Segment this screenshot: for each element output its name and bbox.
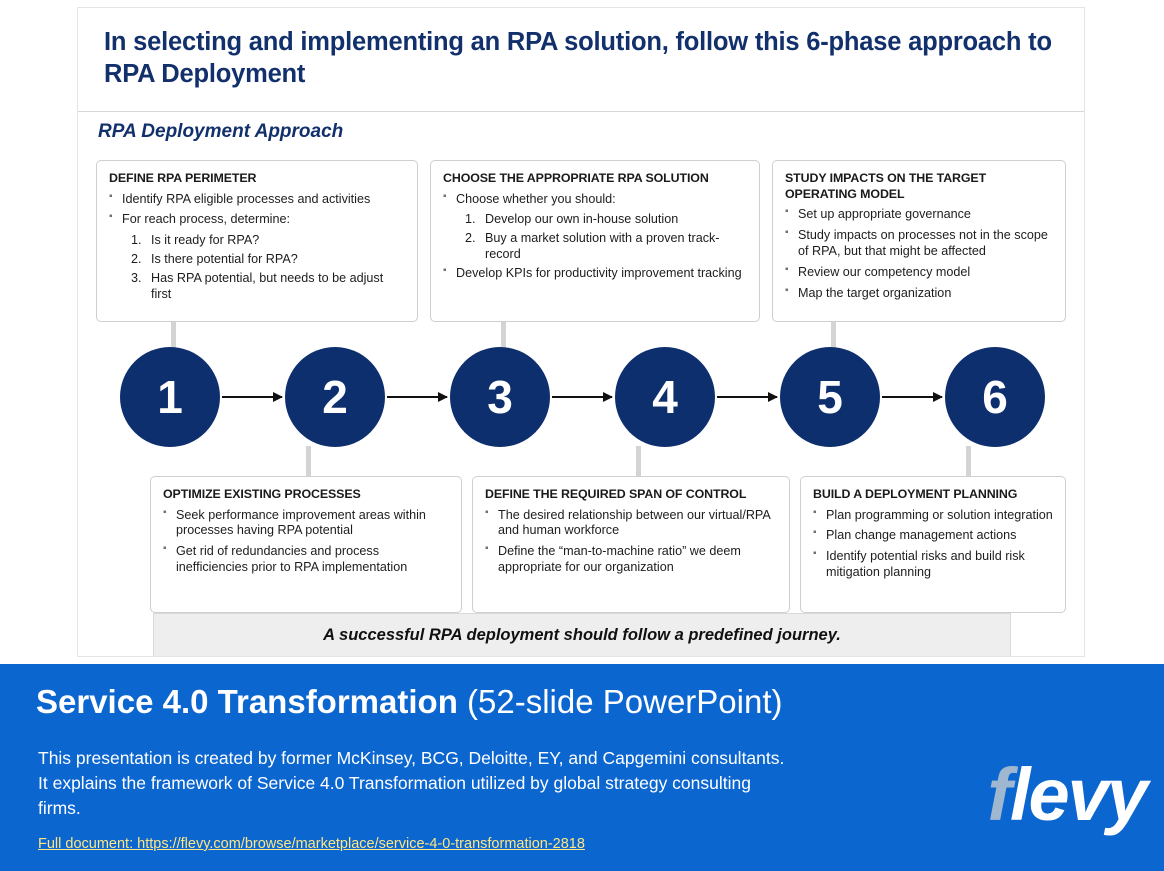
- list-item: ▪ Define the “man-to-machine ratio” we deem appropriate for our organization: [485, 544, 777, 576]
- card-bullet-list: [109, 192, 405, 229]
- card-bullet-list-secondary: [443, 266, 747, 282]
- step-number: 1: [157, 371, 183, 423]
- list-item: ▪ Review our competency model: [785, 265, 1053, 281]
- footer-note-text: A successful RPA deployment should follow a predefined journey.: [323, 626, 841, 644]
- card-define-span-of-control: [472, 476, 790, 613]
- list-item: Is it ready for RPA?: [151, 233, 260, 248]
- arrow-4-5: [717, 396, 777, 398]
- card-title: STUDY IMPACTS ON THE TARGET OPERATING MODEL: [785, 171, 987, 201]
- list-item: Has RPA potential, but needs to be adjust first: [151, 271, 384, 302]
- step-number: 6: [982, 371, 1008, 423]
- promo-document-link[interactable]: Full document: https://flevy.com/browse/marketplace/service-4-0-transformation-2818: [38, 836, 585, 852]
- list-item: ▪ Plan change management actions: [813, 528, 1053, 544]
- list-item: Buy a market solution with a proven track-record: [485, 231, 720, 262]
- card-title: CHOOSE THE APPROPRIATE RPA SOLUTION: [443, 171, 709, 185]
- card-choose-rpa-solution: [430, 160, 760, 322]
- card-title: BUILD A DEPLOYMENT PLANNING: [813, 487, 1018, 501]
- step-circle-5: [780, 347, 880, 447]
- list-item: ▪ Seek performance improvement areas within processes having RPA potential: [163, 508, 449, 540]
- arrow-2-3: [387, 396, 447, 398]
- list-item: ▪ Develop KPIs for productivity improvement tracking: [443, 266, 747, 282]
- card-bullet-list: [785, 207, 1053, 302]
- card-define-rpa-perimeter: [96, 160, 418, 322]
- flevy-logo-rest: levy: [1009, 753, 1146, 836]
- list-item: ▪ Map the target organization: [785, 286, 1053, 302]
- card-numbered-list: [443, 212, 747, 263]
- list-item: ▪ Get rid of redundancies and process inefficiencies prior to RPA implementation: [163, 544, 449, 576]
- arrow-5-6: [882, 396, 942, 398]
- card-bullet-list: [485, 508, 777, 577]
- step-circle-6: [945, 347, 1045, 447]
- card-title: OPTIMIZE EXISTING PROCESSES: [163, 487, 361, 501]
- promo-title: [36, 684, 783, 720]
- card-bullet-list: [163, 508, 449, 577]
- promo-title-light: (52-slide PowerPoint): [467, 683, 783, 720]
- step-number: 5: [817, 371, 843, 423]
- step-circle-4: [615, 347, 715, 447]
- card-optimize-existing-processes: [150, 476, 462, 613]
- list-item: ▪ Study impacts on processes not in the scope of RPA, but that might be affected: [785, 228, 1053, 260]
- step-circle-3: [450, 347, 550, 447]
- step-number: 3: [487, 371, 513, 423]
- card-numbered-list: [109, 233, 405, 303]
- slide-footer-note: [153, 613, 1011, 656]
- card-bullet-list: [443, 192, 747, 208]
- promo-banner: [0, 664, 1164, 871]
- step-circle-2: [285, 347, 385, 447]
- slide-canvas: [78, 8, 1084, 656]
- step-circle-1: [120, 347, 220, 447]
- list-item: Is there potential for RPA?: [151, 252, 298, 267]
- arrow-3-4: [552, 396, 612, 398]
- flevy-logo-f: f: [987, 753, 1010, 836]
- section-heading: RPA Deployment Approach: [98, 121, 344, 142]
- card-build-deployment-planning: [800, 476, 1066, 613]
- list-item: Develop our own in-house solution: [485, 212, 679, 227]
- step-number: 4: [652, 371, 678, 423]
- title-divider: [78, 111, 1084, 112]
- list-item: ▪ Choose whether you should:: [443, 192, 747, 208]
- list-item: ▪ For reach process, determine:: [109, 212, 405, 228]
- promo-title-bold: Service 4.0 Transformation: [36, 683, 458, 720]
- arrow-1-2: [222, 396, 282, 398]
- step-number: 2: [322, 371, 348, 423]
- list-item: ▪ Set up appropriate governance: [785, 207, 1053, 223]
- list-item: ▪ The desired relationship between our virtual/RPA and human workforce: [485, 508, 777, 540]
- card-bullet-list: [813, 508, 1053, 582]
- flevy-logo: [987, 753, 1146, 836]
- card-title: DEFINE RPA PERIMETER: [109, 171, 257, 185]
- promo-description: This presentation is created by former McKinsey, BCG, Deloitte, EY, and Capgemini consultants. It explains the framework of Service 4.0 Transformation utilized by global strategy consulting firms.: [38, 748, 785, 818]
- card-study-impacts: [772, 160, 1066, 322]
- list-item: ▪ Identify potential risks and build risk mitigation planning: [813, 549, 1053, 581]
- page-title: In selecting and implementing an RPA solution, follow this 6-phase approach to RPA Deployment: [104, 28, 1052, 89]
- card-title: DEFINE THE REQUIRED SPAN OF CONTROL: [485, 487, 747, 501]
- list-item: ▪ Identify RPA eligible processes and activities: [109, 192, 405, 208]
- list-item: ▪ Plan programming or solution integration: [813, 508, 1053, 524]
